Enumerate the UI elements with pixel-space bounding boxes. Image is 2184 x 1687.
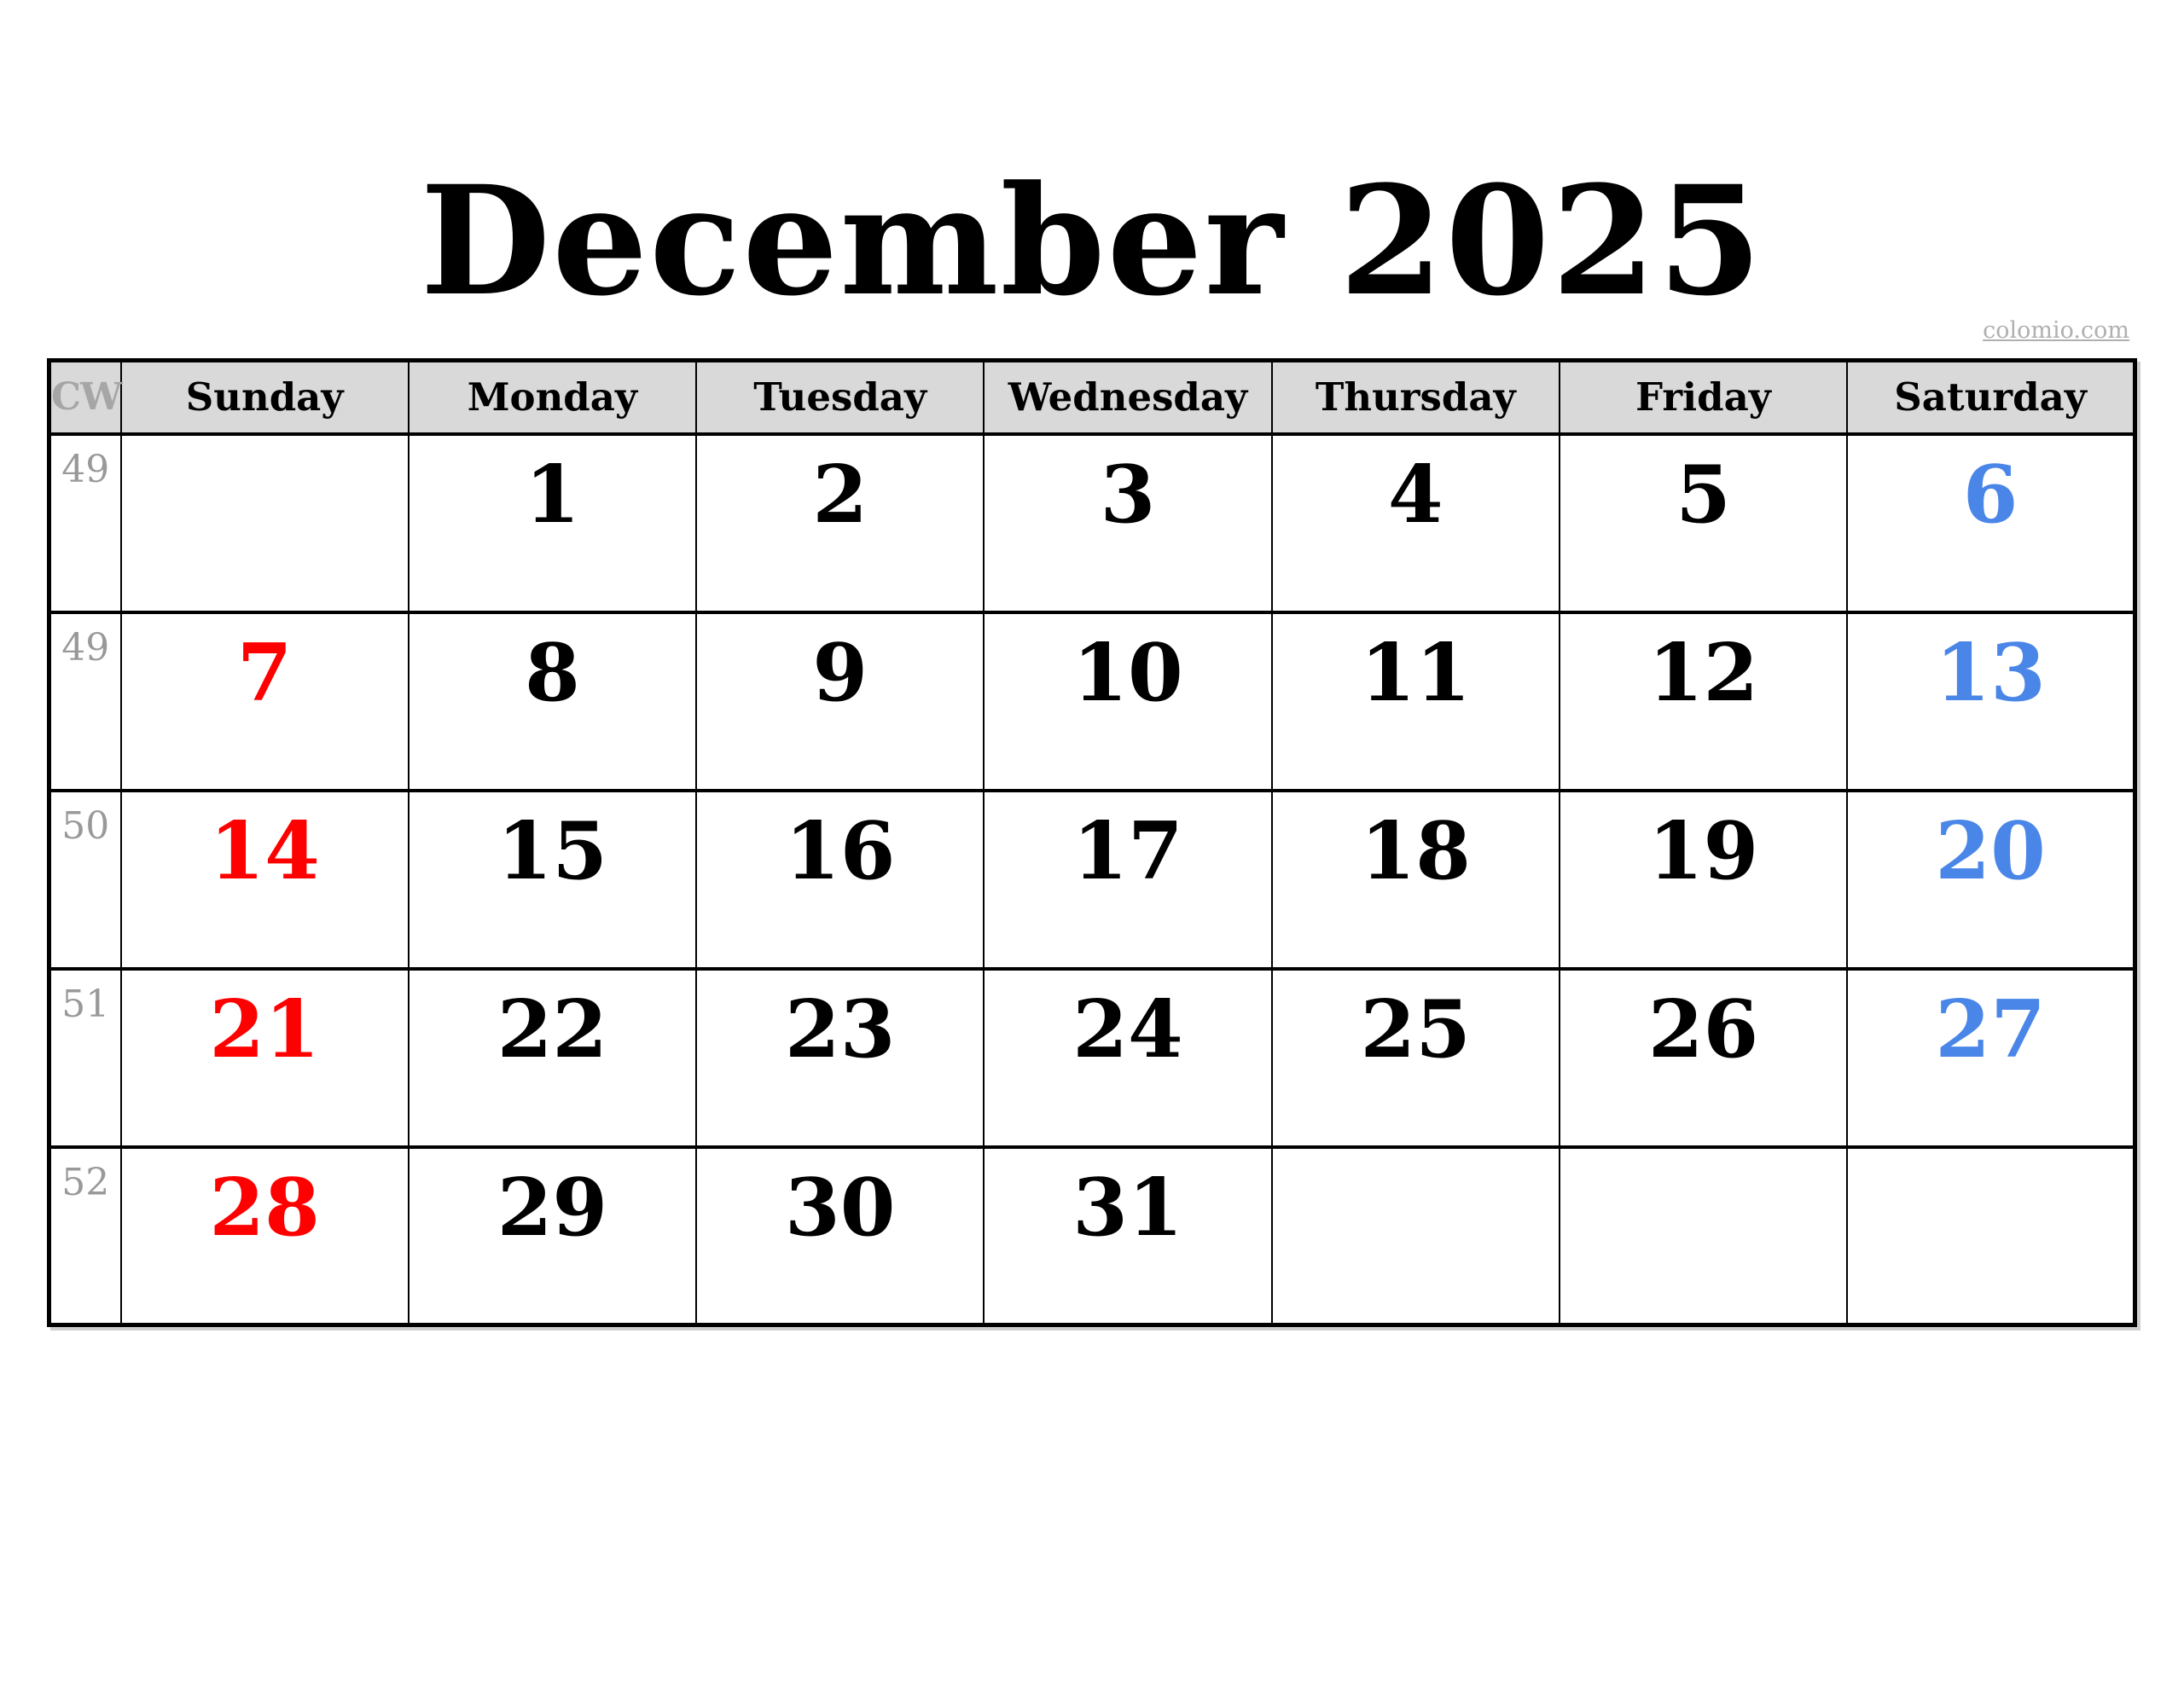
date-cell-18: 18 — [1272, 791, 1560, 969]
date-cell-31: 31 — [984, 1147, 1271, 1325]
date-cell-27: 27 — [1847, 969, 2135, 1147]
date-cell-30: 30 — [696, 1147, 984, 1325]
date-cell-20: 20 — [1847, 791, 2135, 969]
day-header-tuesday: Tuesday — [696, 361, 984, 434]
date-cell-3: 3 — [984, 434, 1271, 612]
cw-header: CW — [49, 361, 121, 434]
week-row-49 — [49, 612, 2135, 791]
calendar-table — [47, 358, 2137, 1327]
calendar-body — [49, 434, 2135, 1325]
week-row-52 — [49, 1147, 2135, 1325]
day-header-thursday: Thursday — [1272, 361, 1560, 434]
date-cell-6: 6 — [1847, 434, 2135, 612]
date-cell-24: 24 — [984, 969, 1271, 1147]
date-cell-empty — [1272, 1147, 1560, 1325]
date-cell-22: 22 — [409, 969, 696, 1147]
week-number: 50 — [49, 791, 121, 969]
date-cell-13: 13 — [1847, 612, 2135, 791]
date-cell-1: 1 — [409, 434, 696, 612]
date-cell-7: 7 — [121, 612, 409, 791]
date-cell-28: 28 — [121, 1147, 409, 1325]
week-row-49 — [49, 434, 2135, 612]
date-cell-15: 15 — [409, 791, 696, 969]
date-cell-empty — [1847, 1147, 2135, 1325]
week-number: 51 — [49, 969, 121, 1147]
watermark-link[interactable]: colomio.com — [1983, 317, 2129, 344]
date-cell-12: 12 — [1560, 612, 1847, 791]
header-row — [49, 361, 2135, 434]
week-row-51 — [49, 969, 2135, 1147]
week-number: 49 — [49, 612, 121, 791]
date-cell-empty — [1560, 1147, 1847, 1325]
date-cell-16: 16 — [696, 791, 984, 969]
date-cell-23: 23 — [696, 969, 984, 1147]
date-cell-11: 11 — [1272, 612, 1560, 791]
date-cell-4: 4 — [1272, 434, 1560, 612]
week-number: 52 — [49, 1147, 121, 1325]
day-header-wednesday: Wednesday — [984, 361, 1271, 434]
date-cell-29: 29 — [409, 1147, 696, 1325]
date-cell-25: 25 — [1272, 969, 1560, 1147]
week-row-50 — [49, 791, 2135, 969]
day-header-monday: Monday — [409, 361, 696, 434]
date-cell-17: 17 — [984, 791, 1271, 969]
date-cell-empty — [121, 434, 409, 612]
date-cell-21: 21 — [121, 969, 409, 1147]
date-cell-5: 5 — [1560, 434, 1847, 612]
day-header-friday: Friday — [1560, 361, 1847, 434]
page-title: December 2025 — [420, 153, 1764, 329]
date-cell-19: 19 — [1560, 791, 1847, 969]
day-header-saturday: Saturday — [1847, 361, 2135, 434]
date-cell-9: 9 — [696, 612, 984, 791]
date-cell-14: 14 — [121, 791, 409, 969]
week-number: 49 — [49, 434, 121, 612]
date-cell-8: 8 — [409, 612, 696, 791]
date-cell-2: 2 — [696, 434, 984, 612]
date-cell-26: 26 — [1560, 969, 1847, 1147]
date-cell-10: 10 — [984, 612, 1271, 791]
day-header-sunday: Sunday — [121, 361, 409, 434]
